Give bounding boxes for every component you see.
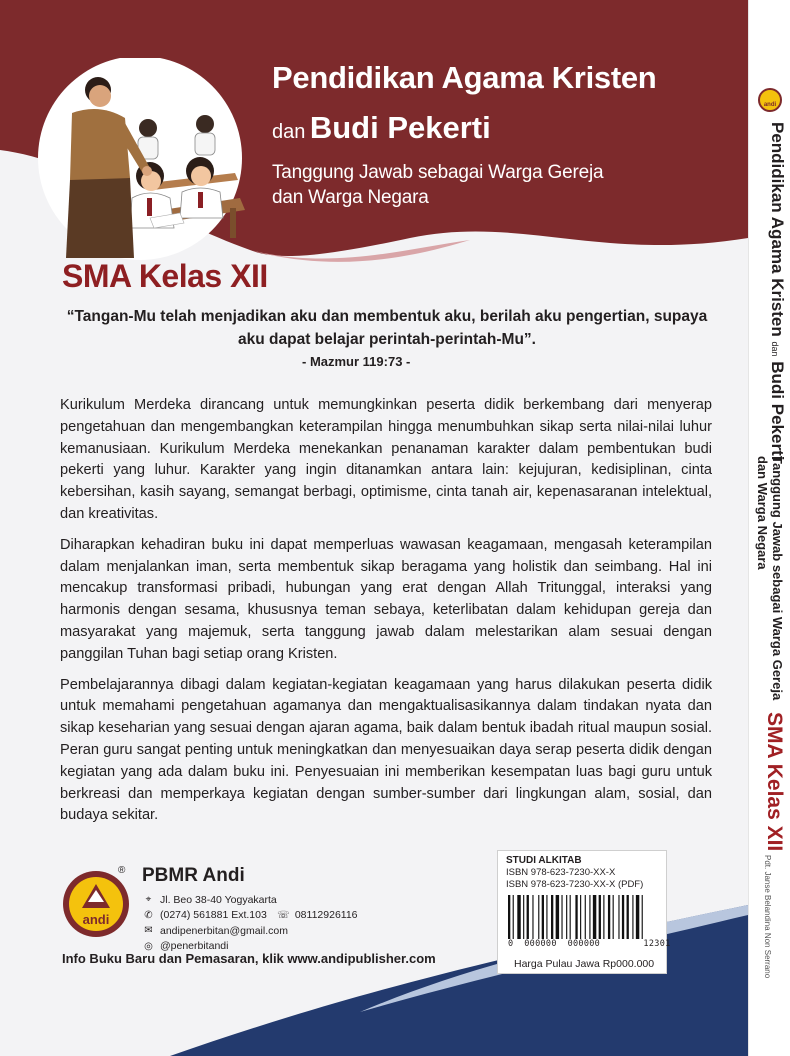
book-title: Pendidikan Agama Kristen	[272, 60, 657, 95]
quote-reference: - Mazmur 119:73 -	[302, 354, 411, 369]
barcode-bar	[551, 895, 553, 939]
barcode-bar	[575, 895, 577, 939]
grade-label: SMA Kelas XII	[62, 258, 268, 294]
price-label: Harga Pulau Jawa Rp000.000	[514, 958, 655, 970]
spine-publisher-logo	[758, 88, 782, 112]
barcode-bar	[570, 895, 571, 939]
subtitle-line2: dan Warga Negara	[272, 187, 429, 208]
barcode-bar	[627, 895, 629, 939]
barcode-bar	[538, 895, 539, 939]
location-pin-icon: ⌖	[145, 894, 152, 906]
spine-grade: SMA Kelas XII	[763, 712, 786, 852]
whatsapp-text: 08112926116	[294, 909, 358, 922]
barcode-bar	[608, 895, 610, 939]
spine-title-main: Pendidikan Agama Kristen	[768, 122, 787, 337]
book-subtitle	[272, 160, 603, 210]
book-category: STUDI ALKITAB	[506, 855, 582, 866]
barcode-bar	[513, 895, 514, 939]
spine-subtitle-line2: dan Warga Negara	[755, 456, 770, 570]
barcode-bar	[636, 895, 639, 939]
publisher-name: PBMR Andi	[142, 865, 245, 886]
spine-title-dan: dan	[770, 341, 780, 357]
isbn-print: ISBN 978-623-7230-XX-X	[506, 867, 616, 878]
barcode-bar	[593, 895, 596, 939]
barcode-bar	[599, 895, 601, 939]
spine-title-end: Budi Pekerti	[768, 361, 787, 461]
publisher-logo-text: andi	[82, 912, 110, 927]
barcode-bar	[618, 895, 619, 939]
classroom-illustration	[30, 58, 254, 262]
whatsapp-icon: ☏	[277, 909, 290, 921]
bible-quote: “Tangan-Mu telah menjadikan aku dan membentuk aku, berilah aku pengertian, supaya aku dapat belajar perintah-perintah-Mu”.	[66, 308, 708, 348]
isbn-barcode-box	[497, 850, 671, 974]
phone-row	[142, 908, 358, 924]
barcode-bar	[585, 895, 586, 939]
barcode-bar	[508, 895, 510, 939]
email-icon: ✉	[144, 925, 153, 937]
synopsis-paragraph: Diharapkan kehadiran buku ini dapat memperluas wawasan keagamaan, mengasah keterampilan dalam menjalankan iman, serta membentuk sikap beragama yang holistik dan seimbang. Hal ini mencakup transformasi pribadi, hubungan yang erat dengan Allah Tritunggal, interaksi yang harmonis dengan sesama, khususnya teman sebaya, keterlibatan dalam kehidupan gereja dan masyarakat yang majemuk, serta tanggung jawab dalam melestarikan alam sesuai dengan panggilan Tuhan bagi setiap orang Kristen.	[60, 536, 712, 662]
spine-title	[767, 122, 787, 460]
subtitle-line1: Tanggung Jawab sebagai Warga Gereja	[272, 162, 604, 183]
instagram-text: @penerbitandi	[160, 940, 229, 953]
title-budi-pekerti: Budi Pekerti	[309, 110, 491, 145]
isbn-pdf: ISBN 978-623-7230-XX-X (PDF)	[506, 879, 644, 890]
synopsis-paragraph: Kurikulum Merdeka dirancang untuk memungkinkan peserta didik berkembang dari menyerap pengetahuan dan mengembangkan keterampilan hingga menumbuhkan sikap serta nilai-nilai luhur kemanusiaan. Kurikulum Merdeka menekankan penanaman karakter dalam pembentukan budi pekerti yang luhur. Karakter yang ingin ditanamkan antara lain: kejujuran, kedisiplinan, cinta kebersihan, kasih sayang, semangat berbagi, optimisme, cinta tanah air, kepenasaranan intelektual, dan kreativitas.	[60, 397, 712, 522]
phone-text: (0274) 561881 Ext.103	[160, 909, 267, 922]
barcode-bar	[566, 895, 567, 939]
barcode-bar	[556, 895, 559, 939]
synopsis	[60, 395, 712, 836]
publisher-logo	[62, 870, 130, 938]
publisher-contact	[142, 892, 358, 954]
barcode-bar	[613, 895, 614, 939]
barcode-bars	[508, 895, 658, 939]
barcode-bar	[632, 895, 633, 939]
barcode-bar	[517, 895, 520, 939]
spine-authors: Pdt. Janse Belandina Non Serrano	[763, 855, 772, 979]
barcode-bar	[622, 895, 624, 939]
address-row	[142, 892, 358, 908]
email-row	[142, 923, 358, 939]
spine-logo-text: andi	[763, 102, 777, 108]
publisher-info-line: Info Buku Baru dan Pemasaran, klik www.andipublisher.com	[62, 951, 436, 966]
spine-subtitle-line1: Tanggung Jawab sebagai Warga Gereja	[770, 456, 785, 701]
spine-subtitle	[755, 456, 785, 700]
barcode-bar	[523, 895, 524, 939]
barcode-bar	[532, 895, 533, 939]
synopsis-paragraph: Pembelajarannya dibagi dalam kegiatan-kegiatan keagamaan yang harus dilakukan peserta didik untuk memahami pengetahuan agamanya dan mengaktualisasikannya dalam tindakan nyata dan sikap keseharian yang sesuai dengan ajaran agama, baik dalam bentuk ibadah ritual maupun sosial. Peran guru sangat penting untuk meningkatkan dan menyesuaikan daya serap peserta didik dengan kegiatan yang ada dalam buku ini. Penyesuaian ini memberikan kesempatan luas bagi guru untuk berkreasi dan memperkaya kegiatan dengan sumber-sumber dari lingkungan alam, sosial, dan budaya sekitar.	[60, 676, 712, 824]
barcode-digits: 0 000000 000000 12301	[508, 939, 671, 949]
barcode-bar	[546, 895, 547, 939]
barcode-bar	[603, 895, 604, 939]
barcode-bar	[561, 895, 562, 939]
email-text: andipenerbitan@gmail.com	[160, 924, 288, 937]
instagram-icon: ◎	[144, 940, 153, 952]
barcode-bar	[642, 895, 643, 939]
registered-mark: ®	[118, 865, 126, 876]
book-title-line2	[272, 110, 491, 146]
barcode-bar	[542, 895, 544, 939]
barcode-bar	[580, 895, 581, 939]
address-text: Jl. Beo 38-40 Yogyakarta	[160, 893, 277, 906]
title-conjunction: dan	[272, 121, 306, 143]
phone-icon: ✆	[144, 909, 153, 921]
barcode-bar	[527, 895, 529, 939]
barcode-bar	[589, 895, 590, 939]
